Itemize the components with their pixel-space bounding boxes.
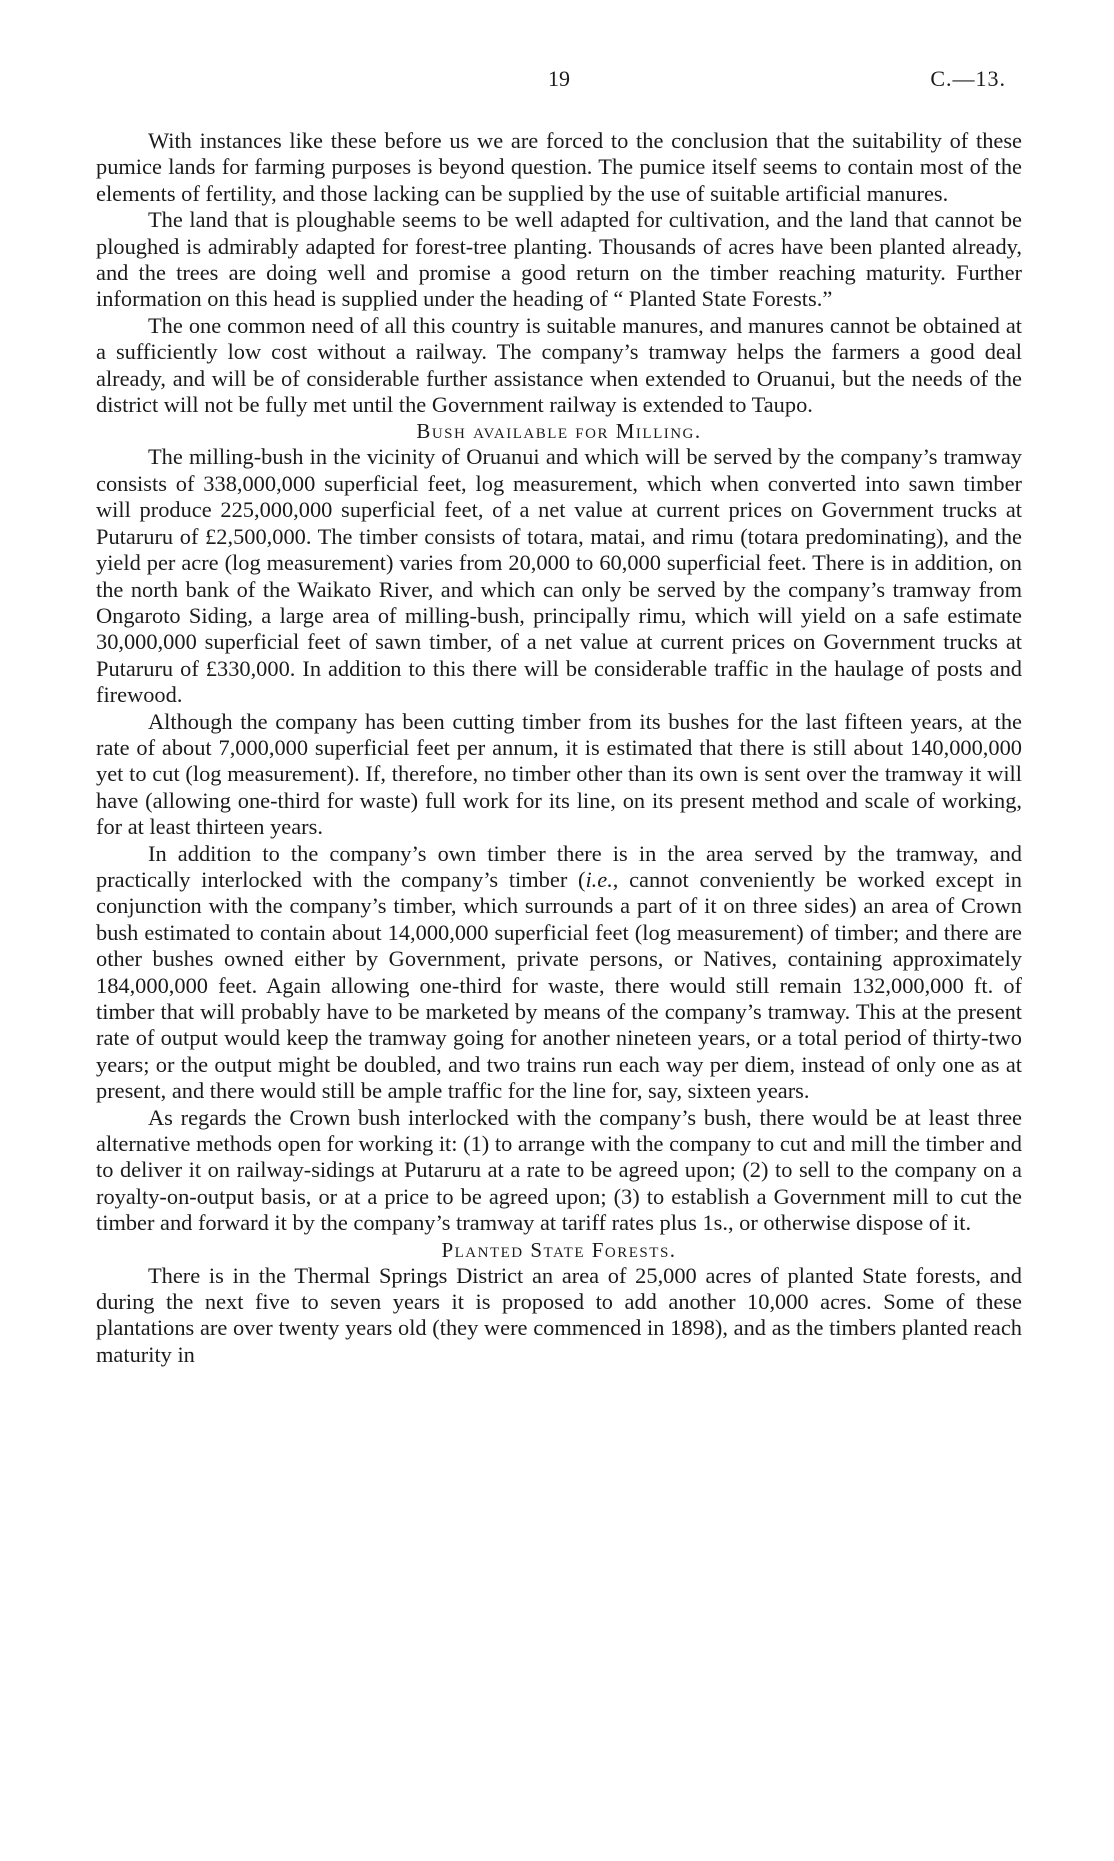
paragraph-thermal-springs-forests: There is in the Thermal Springs District an area of 25,000 acres of planted State forests, and during the next five to seven years it is proposed to add another 10,000 acres. Some of these plantations are over twenty years old (they were commenced in 1898), and as the timbers planted reach maturity in	[96, 1262, 1022, 1367]
page-body	[96, 128, 1022, 1368]
paragraph-text-part: , cannot conveniently be worked except in conjunction with the company’s timber, which surrounds a part of it on three sides) an area of Crown bush estimated to contain about 14,000,000 superficial feet (log measurement) of timber; and there are other bushes owned either by Government, private persons, or Natives, containing approximately 184,000,000 feet. Again allowing one-third for waste, there would still remain 132,000,000 ft. of timber that will probably have to be marketed by means of the company’s tramway. This at the present rate of output would keep the tramway going for another nineteen years, or a total period of thirty-two years; or the output might be doubled, and two trains run each way per diem, instead of only one as at present, and there would still be ample traffic for the line for, say, sixteen years.	[96, 866, 1023, 1104]
paragraph-text-part: In addition to the company’s own timber there is in the area served by the tramway, and practically interlocked with the company’s timber (	[96, 840, 1022, 892]
paragraph-ploughable-land: The land that is ploughable seems to be well adapted for cultivation, and the land that cannot be ploughed is admirably adapted for forest-tree planting. Thousands of acres have been planted already, and the trees are doing well and promise a good return on the timber reaching maturity. Further information on this head is supplied under the heading of “ Planted State Forests.”	[96, 207, 1022, 312]
paragraph-working-alternatives: As regards the Crown bush interlocked with the company’s bush, there would be at least three alternative methods open for working it: (1) to arrange with the company to cut and mill the timber and to deliver it on railway-sidings at Putaruru at a rate to be agreed upon; (2) to sell to the company on a royalty-on-output basis, or at a price to be agreed upon; (3) to establish a Government mill to cut the timber and forward it by the company’s tramway at tariff rates plus 1s., or otherwise dispose of it.	[96, 1104, 1022, 1236]
document-reference: C.—13.	[930, 66, 1006, 91]
paragraph-manures-railway: The one common need of all this country is suitable manures, and manures cannot be obtained at a sufficiently low cost without a railway. The company’s tramway helps the farmers a good deal already, and will be of considerable further assistance when extended to Oruanui, but the needs of the district will not be fully met until the Government railway is extended to Taupo.	[96, 312, 1022, 418]
paragraph-pumice-suitability: With instances like these before us we are forced to the conclusion that the suitability of these pumice lands for farming purposes is beyond question. The pumice itself seems to contain most of the elements of fertility, and those lacking can be supplied by the use of suitable artificial manures.	[96, 128, 1022, 206]
paragraph-company-cutting-rate: Although the company has been cutting timber from its bushes for the last fifteen years, at the rate of about 7,000,000 superficial feet per annum, it is estimated that there is still about 140,000,000 yet to cut (log measurement). If, therefore, no timber other than its own is sent over the tramway it will have (allowing one-third for waste) full work for its line, on its present method and scale of working, for at least thirteen years.	[96, 708, 1022, 840]
paragraph-crown-bush-interlocked	[96, 841, 1022, 1105]
paragraph-milling-bush-oruanui: The milling-bush in the vicinity of Oruanui and which will be served by the company’s tramway consists of 338,000,000 superficial feet, log measurement, which when converted into sawn timber will produce 225,000,000 superficial feet, of a net value at current prices on Government trucks at Putaruru of £2,500,000. The timber consists of totara, matai, and rimu (totara predominating), and the yield per acre (log measurement) varies from 20,000 to 60,000 superficial feet. There is in addition, on the north bank of the Waikato River, and which can only be served by the company’s tramway from Ongaroto Siding, a large area of milling-bush, principally rimu, which will yield on a safe estimate 30,000,000 superficial feet of sawn timber, of a net value at current prices on Government trucks at Putaruru of £330,000. In addition to this there will be considerable traffic in the haulage of posts and firewood.	[96, 444, 1022, 708]
page-number: 19	[548, 66, 570, 91]
heading-planted-state-forests: Planted State Forests.	[441, 1237, 677, 1262]
page-header	[0, 66, 1114, 96]
heading-bush-available-for-milling: Bush available for Milling.	[416, 419, 702, 444]
italic-ie: i.e.	[585, 866, 613, 892]
